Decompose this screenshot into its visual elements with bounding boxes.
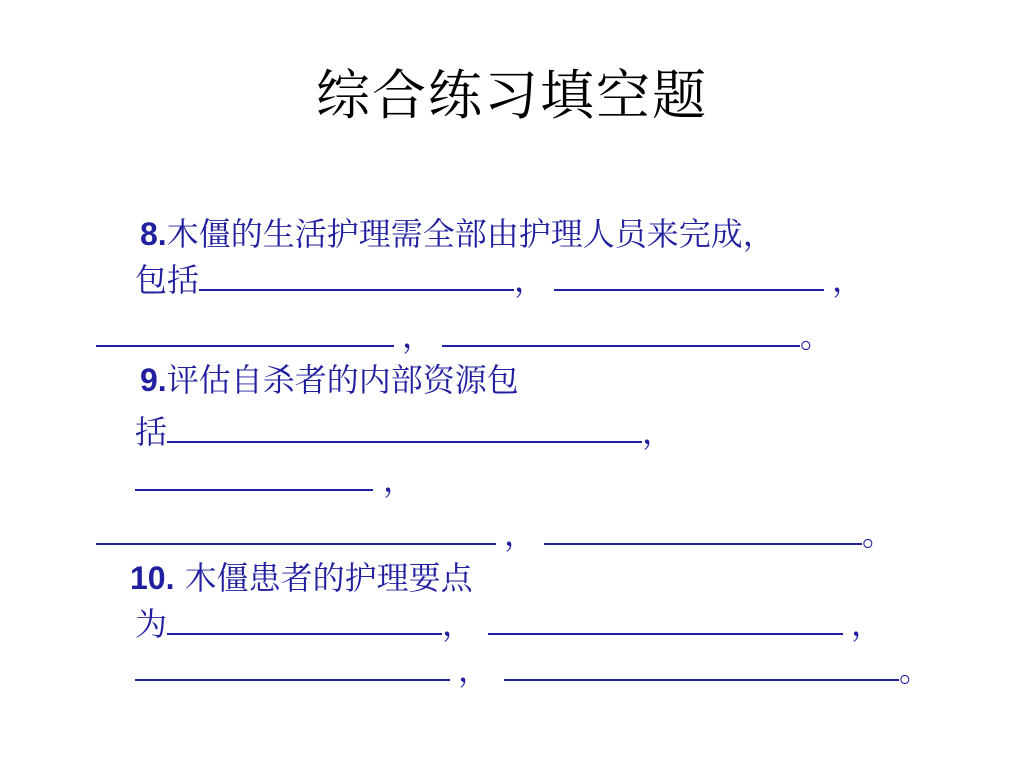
q10-prefix: 为 [135,605,168,643]
q9-blank-2[interactable] [135,461,373,491]
q9-blank-1[interactable] [167,413,642,443]
q10-line3: ， 。 [135,648,931,692]
q9-line1 [140,358,519,402]
q8-blank-1[interactable] [199,261,514,291]
q9-prefix: 括 [135,413,168,451]
q8-line3: ， 。 [96,314,832,358]
q8-prefix: 包括 [135,261,200,299]
q10-line2: 为 ， ， [135,605,884,643]
q8-blank-2[interactable] [554,261,824,291]
q8-blank-4[interactable] [442,317,800,347]
q9-text: 评估自杀者的内部资源包 [166,361,519,399]
q9-blank-3[interactable] [96,515,496,545]
q10-blank-3[interactable] [135,651,450,681]
q10-blank-2[interactable] [488,605,843,635]
q8-line1 [140,212,775,256]
q10-number: 10. [130,560,175,596]
q8-text: 木僵的生活护理需全部由护理人员来完成， [166,215,775,253]
q9-line2: 括 ， [135,413,675,451]
q10-blank-4[interactable] [504,651,899,681]
q9-line3: ， [135,458,415,502]
q8-blank-3[interactable] [96,317,394,347]
slide-title: 综合练习填空题 [316,64,708,127]
q9-line4: ， 。 [96,512,894,556]
q9-number: 9. [140,362,167,398]
q10-text: 木僵患者的护理要点 [174,559,473,597]
q8-number: 8. [140,216,167,252]
q10-blank-1[interactable] [167,605,442,635]
q8-line2: 包括 ， ， [135,261,865,299]
q9-blank-4[interactable] [544,515,862,545]
q10-line1 [130,556,473,600]
